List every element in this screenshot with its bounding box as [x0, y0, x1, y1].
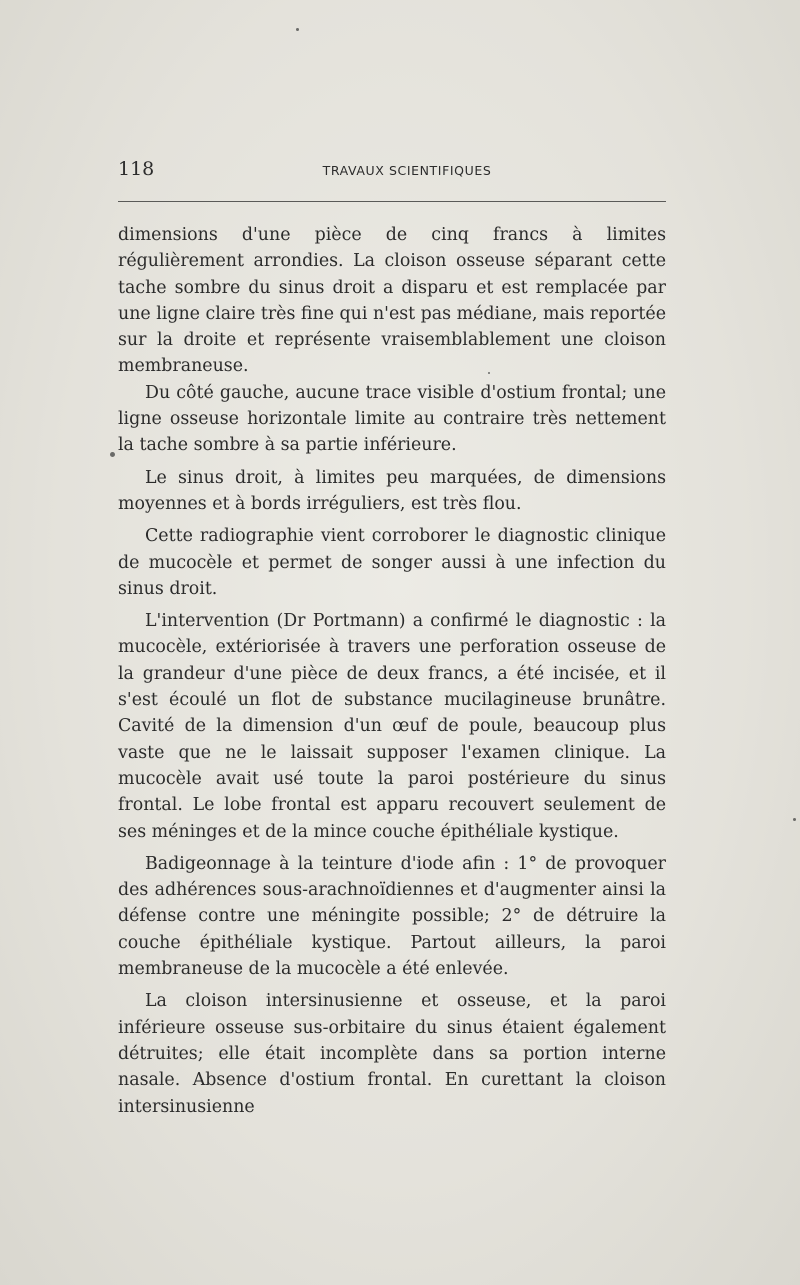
paragraph: Du côté gauche, aucune trace visible d'ostium frontal; une ligne osseuse horizontale limite au contraire très nettement la tache sombre à sa partie inférieure.: [118, 382, 666, 456]
paper-speck: [488, 372, 490, 374]
paragraph: L'intervention (Dr Portmann) a confirmé le diagnostic : la mucocèle, extériorisée à travers une perforation osseuse de la grandeur d'une pièce de deux francs, a été incisée, et il s'est écoulé un flot de substance mucilagineuse brunâtre. Cavité de la dimension d'un œuf de poule, beaucoup plus vaste que ne le laissait supposer l'examen clinique. La mucocèle avait usé toute la paroi postérieure du sinus frontal. Le lobe frontal est apparu recouvert seulement de ses méninges et de la mince couche épithéliale kystique.: [118, 611, 666, 842]
body-text: [118, 222, 666, 1120]
header-rule: [118, 201, 666, 202]
paragraph: Cette radiographie vient corroborer le diagnostic clinique de mucocèle et permet de songer aussi à une infection du sinus droit.: [118, 526, 666, 599]
paper-speck: [110, 452, 115, 457]
page-header: [118, 158, 666, 188]
paper-speck: [296, 28, 299, 31]
page-number: 118: [118, 158, 155, 180]
paper-speck: [793, 818, 796, 821]
running-head: TRAVAUX SCIENTIFIQUES: [322, 163, 492, 178]
paragraph: La cloison intersinusienne et osseuse, et la paroi inférieure osseuse sus-orbitaire du sinus étaient également détruites; elle était incomplète dans sa portion interne nasale. Absence d'ostium frontal. En curettant la cloison intersinusienne: [118, 991, 666, 1117]
paragraph: Badigeonnage à la teinture d'iode afin : 1° de provoquer des adhérences sous-arachnoïdiennes et d'augmenter ainsi la défense contre une méningite possible; 2° de détruire la couche épithéliale kystique. Partout ailleurs, la paroi membraneuse de la mucocèle a été enlevée.: [118, 853, 666, 980]
paragraph-continuation: dimensions d'une pièce de cinq francs à limites régulièrement arrondies. La cloison osseuse séparant cette tache sombre du sinus droit a disparu et est remplacée par une ligne claire très fine qui n'est pas médiane, mais reportée sur la droite et représente vraisemblablement une cloison membraneuse.: [118, 225, 666, 377]
paragraph: Le sinus droit, à limites peu marquées, de dimensions moyennes et à bords irréguliers, est très flou.: [118, 467, 666, 514]
